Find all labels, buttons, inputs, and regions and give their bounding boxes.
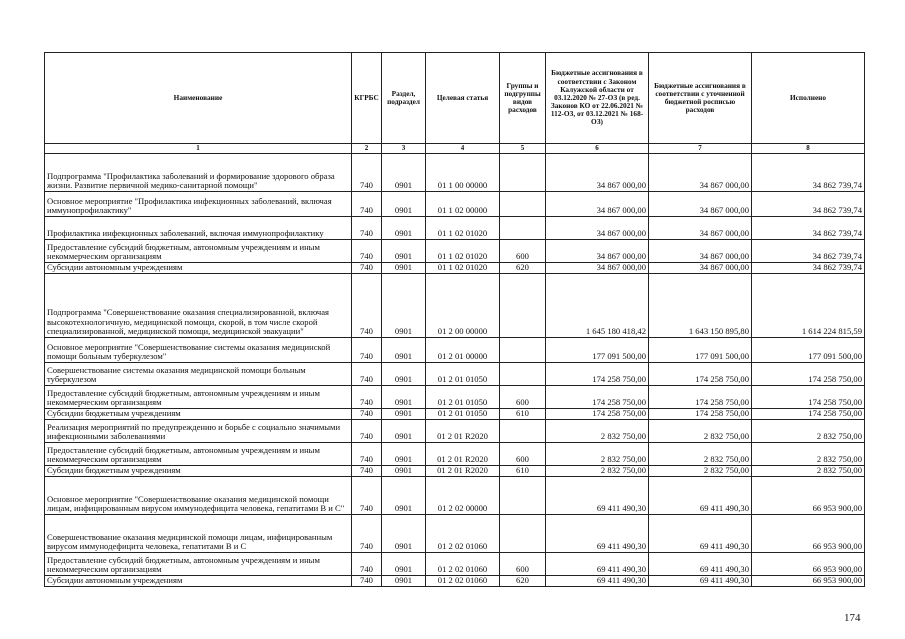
row-target: 01 2 02 01060	[426, 515, 500, 553]
row-name: Основное мероприятие "Профилактика инфекционных заболеваний, включая иммунопрофилактику"	[45, 192, 352, 217]
row-budget-law: 1 645 180 418,42	[546, 274, 649, 338]
row-kgrbs: 740	[352, 154, 382, 192]
row-budget-refined: 174 258 750,00	[649, 386, 752, 409]
row-kgrbs: 740	[352, 409, 382, 420]
row-name: Субсидии автономным учреждениям	[45, 576, 352, 587]
row-group: 620	[500, 263, 546, 274]
row-target: 01 2 02 01060	[426, 553, 500, 576]
row-group	[500, 338, 546, 363]
row-group	[500, 217, 546, 240]
row-target: 01 2 02 00000	[426, 477, 500, 515]
row-kgrbs: 740	[352, 386, 382, 409]
row-budget-refined: 69 411 490,30	[649, 553, 752, 576]
table-row	[45, 240, 865, 263]
row-budget-law: 2 832 750,00	[546, 466, 649, 477]
row-budget-law: 174 258 750,00	[546, 386, 649, 409]
row-name: Подпрограмма "Совершенствование оказания специализированной, включая высокотехнологичную, медицинской помощи, скорой, в том числе скорой специализированной, медицинской помощи, медицинской эвакуации"	[45, 274, 352, 338]
row-budget-refined: 177 091 500,00	[649, 338, 752, 363]
row-executed: 66 953 900,00	[752, 515, 865, 553]
table-row	[45, 338, 865, 363]
row-budget-law: 69 411 490,30	[546, 576, 649, 587]
row-kgrbs: 740	[352, 443, 382, 466]
row-name: Подпрограмма "Профилактика заболеваний и формирование здорового образа жизни. Развитие первичной медико-санитарной помощи"	[45, 154, 352, 192]
row-budget-law: 34 867 000,00	[546, 217, 649, 240]
row-budget-law: 34 867 000,00	[546, 192, 649, 217]
column-number: 3	[382, 144, 426, 154]
header-kgrbs: КГРБС	[352, 53, 382, 144]
row-group	[500, 192, 546, 217]
table-row	[45, 263, 865, 274]
row-budget-refined: 2 832 750,00	[649, 420, 752, 443]
row-name: Предоставление субсидий бюджетным, автономным учреждениям и иным некоммерческим организациям	[45, 386, 352, 409]
budget-table	[44, 52, 865, 587]
row-kgrbs: 740	[352, 192, 382, 217]
row-group: 610	[500, 466, 546, 477]
header-name: Наименование	[45, 53, 352, 144]
row-executed: 174 258 750,00	[752, 386, 865, 409]
row-kgrbs: 740	[352, 363, 382, 386]
table-row	[45, 274, 865, 338]
column-number: 4	[426, 144, 500, 154]
row-section: 0901	[382, 338, 426, 363]
table-row	[45, 192, 865, 217]
table-body	[45, 154, 865, 587]
column-number: 2	[352, 144, 382, 154]
row-section: 0901	[382, 240, 426, 263]
row-target: 01 2 01 R2020	[426, 443, 500, 466]
row-name: Субсидии бюджетным учреждениям	[45, 409, 352, 420]
row-budget-law: 69 411 490,30	[546, 477, 649, 515]
row-section: 0901	[382, 466, 426, 477]
row-kgrbs: 740	[352, 553, 382, 576]
row-section: 0901	[382, 515, 426, 553]
row-section: 0901	[382, 363, 426, 386]
row-executed: 34 862 739,74	[752, 154, 865, 192]
row-kgrbs: 740	[352, 263, 382, 274]
row-budget-refined: 174 258 750,00	[649, 409, 752, 420]
row-name: Основное мероприятие "Совершенствование системы оказания медицинской помощи больным туберкулезом"	[45, 338, 352, 363]
row-executed: 34 862 739,74	[752, 192, 865, 217]
row-section: 0901	[382, 386, 426, 409]
row-name: Субсидии автономным учреждениям	[45, 263, 352, 274]
row-kgrbs: 740	[352, 576, 382, 587]
header-budget-refined: Бюджетные ассигнования в соответствии с уточненной бюджетной росписью расходов	[649, 53, 752, 144]
row-name: Совершенствование системы оказания медицинской помощи больным туберкулезом	[45, 363, 352, 386]
row-target: 01 2 00 00000	[426, 274, 500, 338]
row-section: 0901	[382, 553, 426, 576]
row-kgrbs: 740	[352, 217, 382, 240]
row-budget-refined: 174 258 750,00	[649, 363, 752, 386]
row-target: 01 1 02 01020	[426, 263, 500, 274]
row-executed: 174 258 750,00	[752, 363, 865, 386]
row-group	[500, 154, 546, 192]
row-executed: 34 862 739,74	[752, 217, 865, 240]
row-kgrbs: 740	[352, 240, 382, 263]
row-section: 0901	[382, 477, 426, 515]
row-group: 600	[500, 386, 546, 409]
column-number: 1	[45, 144, 352, 154]
table-row	[45, 443, 865, 466]
row-section: 0901	[382, 263, 426, 274]
row-name: Субсидии бюджетным учреждениям	[45, 466, 352, 477]
row-executed: 2 832 750,00	[752, 443, 865, 466]
row-budget-law: 174 258 750,00	[546, 363, 649, 386]
table-row	[45, 154, 865, 192]
row-budget-law: 34 867 000,00	[546, 240, 649, 263]
row-budget-refined: 69 411 490,30	[649, 515, 752, 553]
column-number: 8	[752, 144, 865, 154]
row-name: Предоставление субсидий бюджетным, автономным учреждениям и иным некоммерческим организациям	[45, 240, 352, 263]
column-number: 6	[546, 144, 649, 154]
row-budget-law: 34 867 000,00	[546, 263, 649, 274]
row-budget-law: 2 832 750,00	[546, 420, 649, 443]
row-target: 01 1 02 00000	[426, 192, 500, 217]
header-group: Группы и подгруппы видов расходов	[500, 53, 546, 144]
row-budget-refined: 1 643 150 895,80	[649, 274, 752, 338]
row-kgrbs: 740	[352, 274, 382, 338]
row-group: 600	[500, 553, 546, 576]
row-group	[500, 477, 546, 515]
row-kgrbs: 740	[352, 477, 382, 515]
row-budget-refined: 69 411 490,30	[649, 477, 752, 515]
row-name: Основное мероприятие "Совершенствование оказания медицинской помощи лицам, инфицированным вирусом иммунодефицита человека, гепатитами В и С"	[45, 477, 352, 515]
row-section: 0901	[382, 443, 426, 466]
row-budget-refined: 34 867 000,00	[649, 192, 752, 217]
row-target: 01 2 01 R2020	[426, 420, 500, 443]
row-group: 620	[500, 576, 546, 587]
row-executed: 1 614 224 815,59	[752, 274, 865, 338]
row-kgrbs: 740	[352, 515, 382, 553]
row-budget-law: 177 091 500,00	[546, 338, 649, 363]
row-target: 01 2 02 01060	[426, 576, 500, 587]
row-executed: 2 832 750,00	[752, 420, 865, 443]
row-executed: 2 832 750,00	[752, 466, 865, 477]
table-row	[45, 363, 865, 386]
row-target: 01 1 02 01020	[426, 217, 500, 240]
column-number: 7	[649, 144, 752, 154]
row-target: 01 2 01 01050	[426, 409, 500, 420]
row-target: 01 2 01 01050	[426, 386, 500, 409]
row-executed: 34 862 739,74	[752, 263, 865, 274]
row-target: 01 2 01 00000	[426, 338, 500, 363]
row-group: 600	[500, 240, 546, 263]
row-section: 0901	[382, 217, 426, 240]
row-budget-law: 69 411 490,30	[546, 515, 649, 553]
row-executed: 177 091 500,00	[752, 338, 865, 363]
row-budget-refined: 69 411 490,30	[649, 576, 752, 587]
row-group: 600	[500, 443, 546, 466]
row-name: Реализация мероприятий по предупреждению и борьбе с социально значимыми инфекционными заболеваниями	[45, 420, 352, 443]
row-target: 01 2 01 01050	[426, 363, 500, 386]
row-budget-refined: 34 867 000,00	[649, 217, 752, 240]
row-section: 0901	[382, 192, 426, 217]
column-number: 5	[500, 144, 546, 154]
row-section: 0901	[382, 420, 426, 443]
row-target: 01 2 01 R2020	[426, 466, 500, 477]
table-row	[45, 386, 865, 409]
row-target: 01 1 02 01020	[426, 240, 500, 263]
row-section: 0901	[382, 576, 426, 587]
row-budget-law: 2 832 750,00	[546, 443, 649, 466]
table-row	[45, 553, 865, 576]
row-section: 0901	[382, 409, 426, 420]
row-name: Предоставление субсидий бюджетным, автономным учреждениям и иным некоммерческим организациям	[45, 553, 352, 576]
row-budget-refined: 34 867 000,00	[649, 263, 752, 274]
header-budget-law: Бюджетные ассигнования в соответствии с Законом Калужской области от 03.12.2020 № 27-ОЗ (в ред. Законов КО от 22.06.2021 № 112-ОЗ, от 03.12.2021 № 168-ОЗ)	[546, 53, 649, 144]
row-group: 610	[500, 409, 546, 420]
table-row	[45, 420, 865, 443]
row-budget-law: 69 411 490,30	[546, 553, 649, 576]
row-group	[500, 420, 546, 443]
row-executed: 66 953 900,00	[752, 477, 865, 515]
header-row	[45, 53, 865, 144]
table-row	[45, 515, 865, 553]
header-target: Целевая статья	[426, 53, 500, 144]
row-group	[500, 515, 546, 553]
table-row	[45, 477, 865, 515]
header-executed: Исполнено	[752, 53, 865, 144]
row-group	[500, 274, 546, 338]
row-section: 0901	[382, 154, 426, 192]
row-group	[500, 363, 546, 386]
row-section: 0901	[382, 274, 426, 338]
table-row	[45, 576, 865, 587]
row-budget-refined: 34 867 000,00	[649, 154, 752, 192]
column-number-row	[45, 144, 865, 154]
row-kgrbs: 740	[352, 420, 382, 443]
row-budget-refined: 2 832 750,00	[649, 466, 752, 477]
row-executed: 34 862 739,74	[752, 240, 865, 263]
row-name: Совершенствование оказания медицинской помощи лицам, инфицированным вирусом иммунодефицита человека, гепатитами В и С	[45, 515, 352, 553]
row-kgrbs: 740	[352, 466, 382, 477]
row-budget-refined: 34 867 000,00	[649, 240, 752, 263]
table-row	[45, 409, 865, 420]
row-target: 01 1 00 00000	[426, 154, 500, 192]
page-number: 174	[844, 612, 861, 624]
row-name: Профилактика инфекционных заболеваний, включая иммунопрофилактику	[45, 217, 352, 240]
row-budget-law: 174 258 750,00	[546, 409, 649, 420]
row-budget-law: 34 867 000,00	[546, 154, 649, 192]
row-budget-refined: 2 832 750,00	[649, 443, 752, 466]
row-executed: 174 258 750,00	[752, 409, 865, 420]
row-name: Предоставление субсидий бюджетным, автономным учреждениям и иным некоммерческим организациям	[45, 443, 352, 466]
row-executed: 66 953 900,00	[752, 553, 865, 576]
table-row	[45, 217, 865, 240]
header-section: Раздел, подраздел	[382, 53, 426, 144]
row-executed: 66 953 900,00	[752, 576, 865, 587]
table-row	[45, 466, 865, 477]
row-kgrbs: 740	[352, 338, 382, 363]
